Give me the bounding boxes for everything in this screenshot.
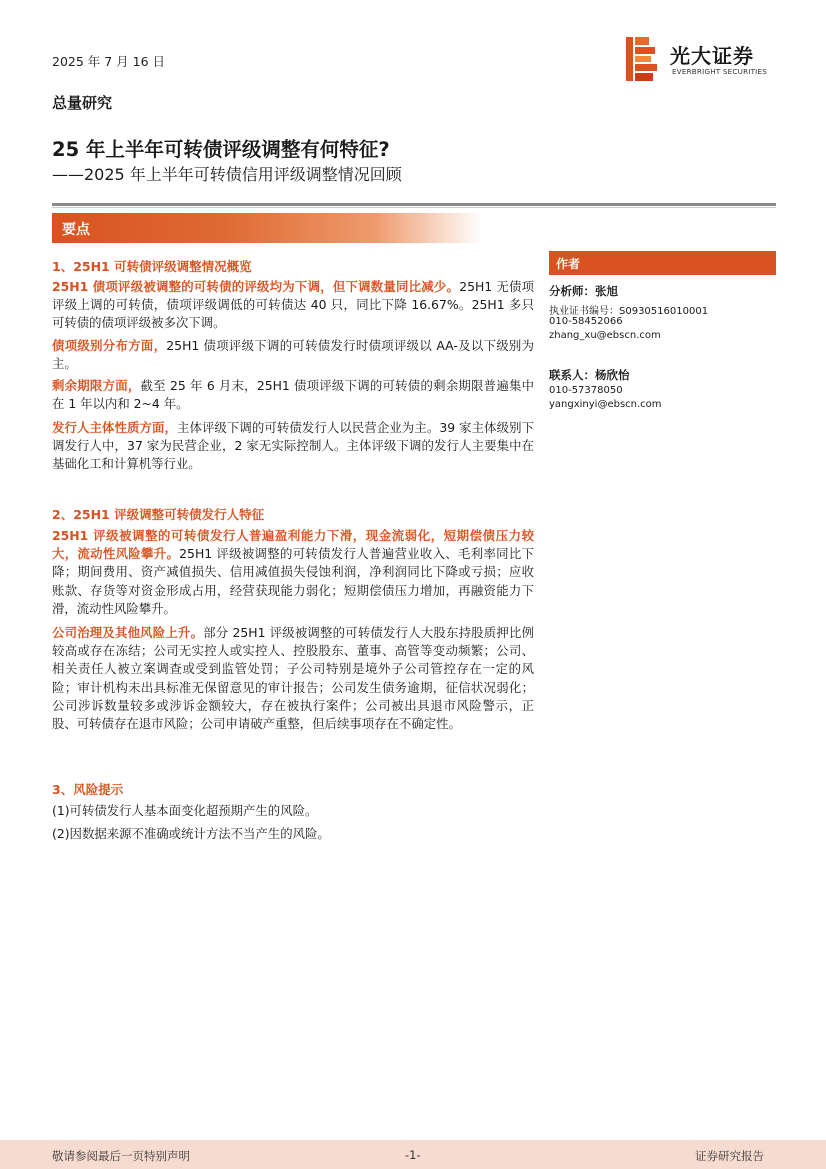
contact-name: 联系人：杨欣怡 (549, 368, 630, 382)
highlight-text: 发行人主体性质方面， (52, 420, 177, 435)
report-title: 25 年上半年可转债评级调整有何特征? (52, 138, 390, 161)
page-number: -1- (405, 1148, 421, 1162)
risk-item-1: (1)可转债发行人基本面变化超预期产生的风险。 (52, 803, 318, 818)
highlight-text: 25H1 债项评级被调整的可转债的评级均为下调，但下调数量同比减少。 (52, 279, 460, 294)
body-text: 25H1 债项评级下调的可转债发行时债项评级以 AA-及以下级别为主。 (52, 338, 535, 372)
body-text: 25H1 评级被调整的可转债发行人普遍营业收入、毛利率同比下降；期间费用、资产减值损失、信用减值损失侵蚀利润，净利润同比下降或亏损；应收账款、存货等对资金形成占用，经营获现能力弱化；短期偿债压力增加，再融资能力下滑，流动性风险攀升。 (52, 546, 535, 616)
paragraph-s2-p1 (52, 527, 534, 618)
footer-report-type: 证券研究报告 (695, 1149, 764, 1163)
contact-phone: 010-57378050 (549, 385, 623, 396)
logo-text-en: EVERBRIGHT SECURITIES (672, 67, 767, 76)
analyst-email[interactable]: zhang_xu@ebscn.com (549, 330, 661, 341)
highlight-text: 25H1 评级被调整的可转债发行人普遍盈利能力下滑，现金流弱化，短期偿债压力较大，流动性风险攀升。 (52, 528, 534, 562)
key-points-banner (52, 213, 482, 243)
paragraph-s1-p2 (52, 337, 534, 373)
highlight-text: 公司治理及其他风险上升。 (52, 625, 204, 640)
analyst-phone: 010-58452066 (549, 316, 623, 327)
report-date: 2025 年 7 月 16 日 (52, 54, 166, 69)
body-text: 25H1 无债项评级上调的可转债，债项评级调低的可转债达 40 只，同比下降 16.67%。25H1 多只可转债的债项评级被多次下调。 (52, 279, 534, 331)
header-divider-thin (52, 207, 776, 208)
body-text: 主体评级下调的可转债发行人以民营企业为主。39 家主体级别下调发行人中，37 家为民营企业，2 家无实际控制人。主体评级下调的发行人主要集中在基础化工和计算机等行业。 (52, 420, 534, 472)
analyst-name: 分析师：张旭 (549, 284, 618, 298)
logo-text-cn: 光大证券 (670, 44, 754, 68)
key-points-label: 要点 (62, 222, 90, 238)
footer-disclaimer: 敬请参阅最后一页特别声明 (52, 1149, 190, 1163)
analyst-license: 执业证书编号：S0930516010001 (549, 306, 709, 317)
body-text: 截至 25 年 6 月末，25H1 债项评级下调的可转债的剩余期限普遍集中在 1 年以内和 2~4 年。 (52, 378, 535, 412)
paragraph-s1-p3 (52, 377, 534, 413)
paragraph-s2-p2 (52, 624, 534, 733)
report-category: 总量研究 (52, 94, 113, 112)
contact-email[interactable]: yangxinyi@ebscn.com (549, 399, 662, 410)
highlight-text: 剩余期限方面， (52, 378, 141, 393)
company-logo (626, 37, 776, 81)
header-divider (52, 203, 776, 206)
section-heading-1: 1、25H1 可转债评级调整情况概览 (52, 259, 252, 274)
section-heading-2: 2、25H1 评级调整可转债发行人特征 (52, 507, 265, 522)
paragraph-s1-p4 (52, 419, 534, 474)
risk-item-2: (2)因数据来源不准确或统计方法不当产生的风险。 (52, 826, 330, 841)
body-text: 部分 25H1 评级被调整的可转债发行人大股东持股质押比例较高或存在冻结；公司无实控人或实控人、控股股东、董事、高管等变动频繁；公司、相关责任人被立案调查或受到监管处罚；子公司特别是境外子公司管控存在一定的风险；审计机构未出具标准无保留意见的审计报告；公司发生债务逾期，征信状况弱化；公司涉诉数量较多或涉诉金额较大，存在被执行案件；公司被出具退市风险警示，正股、可转债存在退市风险；公司申请破产重整，但后续事项存在不确定性。 (52, 625, 534, 732)
highlight-text: 债项级别分布方面， (52, 338, 167, 353)
author-label: 作者 (556, 257, 581, 271)
author-banner (549, 251, 776, 275)
paragraph-s1-p1 (52, 278, 534, 333)
report-subtitle: ——2025 年上半年可转债信用评级调整情况回顾 (52, 165, 402, 184)
section-heading-3: 3、风险提示 (52, 782, 124, 797)
everbright-logo-icon (626, 37, 662, 81)
